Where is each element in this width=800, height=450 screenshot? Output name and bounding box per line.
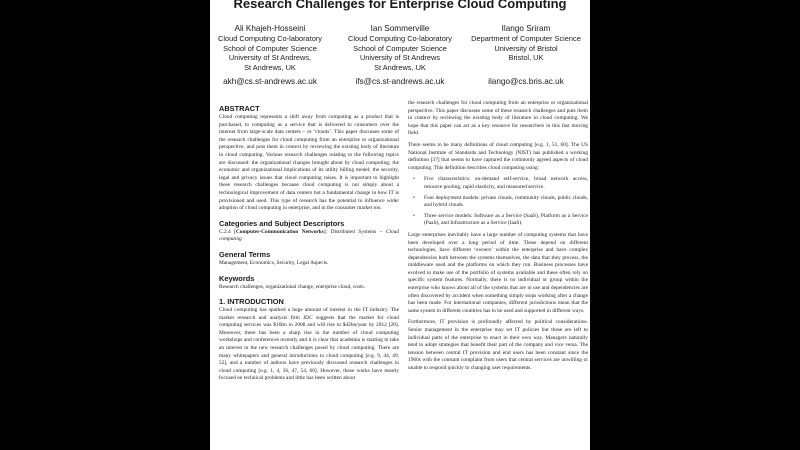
introduction-heading: 1. INTRODUCTION [219,297,284,307]
author-affiliation-line: School of Computer Science [353,43,447,53]
right-paragraph-4: Furthermore, IT provision is profoundly affected by political considerations. Senior management in the enterprise may set IT policies but these are left to individual parts of the enterprise to enact in their own way. Managers naturally tend to adopt strategies that benefit their part of the company and vice versa. The tension between central IT provision and end users has been constant since the 1960s with the constant complaint from users that central services are unwilling or unable to respond quickly to changing user requirements. [408,319,588,371]
general-terms-section [219,250,399,268]
author-1 [210,24,333,87]
author-affiliation-line: University of St Andrews [359,53,441,63]
categories-prefix: C.2.4 [ [219,228,236,235]
abstract-heading: ABSTRACT [219,104,260,113]
author-affiliation-line: St Andrews, UK [374,62,426,72]
author-affiliation-line: University of St Andrews, [228,53,312,63]
author-name: Ian Sommerville [370,24,430,33]
keywords-heading: Keywords [219,273,255,283]
right-column [408,100,588,377]
author-affiliation-line: School of Computer Science [223,43,317,53]
author-affiliation-line: Cloud Computing Co-laboratory [218,34,322,44]
paper-page [210,0,590,450]
keywords-section [219,274,399,292]
categories-italic: Cloud computing [219,228,399,243]
list-item: • Four deployment models: private clouds, community clouds, public clouds, and hybrid clouds. [424,195,588,210]
general-terms-heading: General Terms [219,249,271,259]
author-affiliation-line: Bristol, UK [508,53,544,63]
abstract-text: Cloud computing represents a shift away from computing as a product that is purchased, to computing as a service that is delivered to consumers over the internet from large-scale data centers – or ‘clouds’. This paper discusses some of the research challenges for cloud computing from an enterprise or organizational perspective, and puts them in context by reviewing the existing body of literature in cloud computing. Various research challenges relating to the following topics are discussed: the organizational changes brought about by cloud computing; the economic and organizational implications of its utility billing model; the security, legal and privacy issues that cloud computing raises. It is important to highlight these research challenges because cloud computing is not simply about a technological improvement of data centers but a fundamental change in how IT is provisioned and used. This type of research has the potential to influence wider adoption of cloud computing in enterprise, and in the consumer market too. [219,114,399,212]
keywords-text: Research challenges, organizational change, enterprise cloud, costs. [219,283,365,290]
author-affiliation-line: Cloud Computing Co-laboratory [348,34,452,44]
intro-text-italic: IDC [303,314,313,321]
categories-text [219,229,399,244]
general-terms-text: Management, Economics, Security, Legal Aspects. [219,259,329,266]
list-item: • Three service models: Software as a Service (SaaS), Platform as a Service (PaaS), and Infrastructure as a Service (IaaS). [424,213,588,228]
author-name: Ali Khajeh-Hosseini [234,24,306,33]
intro-text-before: Cloud computing has sparked a huge amount of interest in the IT industry. The market research and analysis firm [219,307,399,321]
author-3 [463,24,589,87]
categories-bold: Computer-Communication Networks [235,228,324,235]
author-affiliation-line: Department of Computer Science [471,34,581,44]
introduction-section [219,297,399,383]
left-column [219,104,399,387]
abstract-section [219,104,399,213]
author-2 [337,24,463,87]
author-email: akh@cs.st-andrews.ac.uk [223,77,317,87]
author-email: ilango@cs.bris.ac.uk [488,77,564,87]
intro-text-after: suggests that the market for cloud computing services was $16bn in 2008 and will rise to $42bn/year by 2012 [20]. Moreover, there has been a sharp rise in the number of cloud computing workshops and conferences recently and it is clear that academia is starting to take an interest in the new research challenges posed by cloud computing. There are many whitepapers and general introductions to cloud computing [e.g. 9, 44, 49, 52], and a number of authors have previously discussed research challenges in cloud computing [e.g. 1, 4, 36, 47, 54, 60]. However, these works have mostly focused on technical problems and little has been written about [219,314,399,382]
introduction-paragraph [219,307,399,383]
author-affiliation-line: University of Bristol [494,43,558,53]
categories-middle: ]: Distributed Systems – [323,228,386,235]
paper-title: Research Challenges for Enterprise Cloud Computing [233,0,567,11]
author-name: Ilango Sriram [501,24,551,33]
categories-section [219,219,399,244]
author-email: ifs@cs.st-andrews.ac.uk [355,77,445,87]
right-paragraph-1: the research challenges for cloud computing from an enterprise or organizational perspective. This paper discusses some of these research challenges and puts them in context by reviewing the existing body of literature in cloud computing. We hope that this paper can act as a key resource for researchers in this fast moving field. [408,100,588,137]
list-item: • Five characteristics: on-demand self-service, broad network access, resource pooling, rapid elasticity, and measured service. [424,176,588,191]
right-paragraph-2: There seems to be many definitions of cloud computing [e.g. 1, 51, 60]. The US National Institute of Standards and Technology (NIST) has published a working definition [37] that seems to have captured the commonly agreed aspects of cloud computing. This definition describes cloud computing using: [408,141,588,171]
right-paragraph-3: Large enterprises inevitably have a large number of computing systems that have been developed over a long period of time. These depend on different technologies, have different ‘owners’ within the enterprise and have complex dependencies both between the systems themselves, the data that they process, the middleware used and the platforms on which they run. Business processes have evolved to make use of the portfolio of systems available and these often rely on specific system features. Normally, there is no individual or group within the enterprise who knows about all of the systems that are in use and dependencies are often discovered by accident when something simply stops working after a change has been made. For international companies, different jurisdictions mean that the same system in different countries has to be used and supported in different ways. [408,231,588,314]
author-affiliation-line: St Andrews, UK [244,62,296,72]
definition-list [408,176,588,228]
categories-heading: Categories and Subject Descriptors [219,218,345,228]
